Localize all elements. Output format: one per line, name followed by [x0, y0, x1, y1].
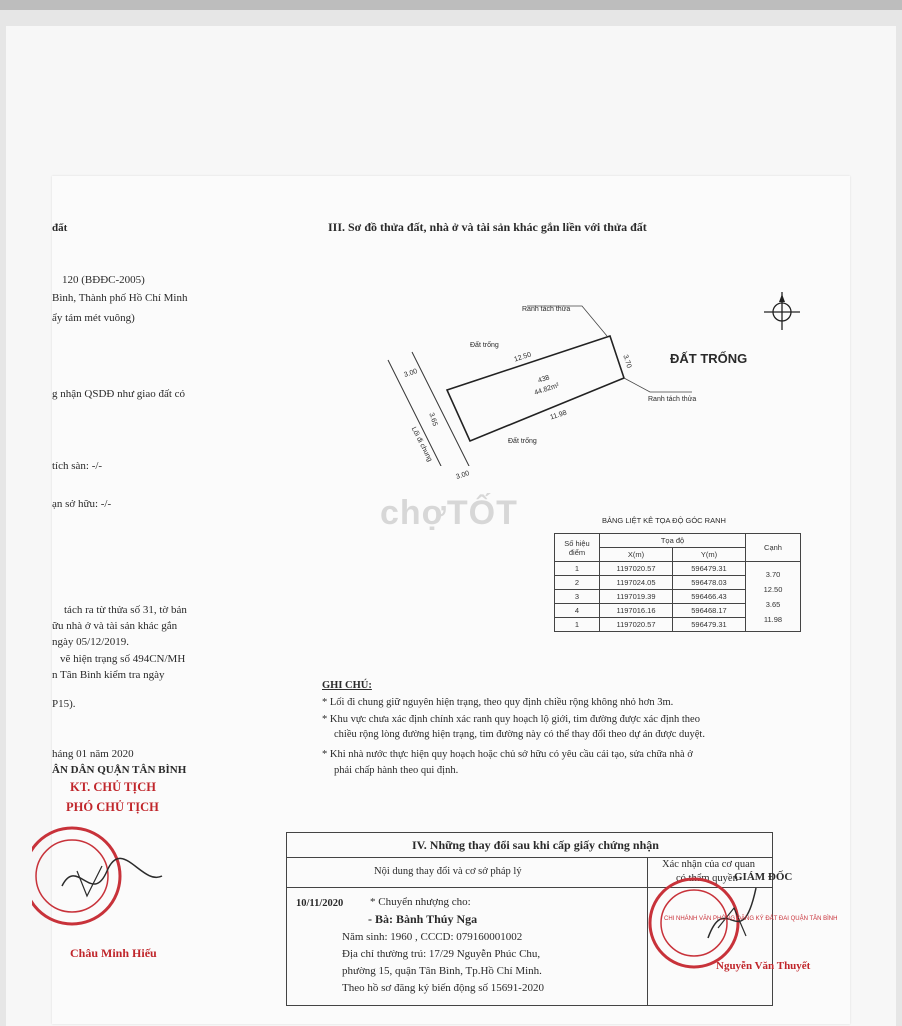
col-confirm-header: Xác nhận của cơ quan: [662, 859, 756, 870]
ranh-tach-thua-top: Ranh tách thửa: [522, 306, 571, 313]
chotot-watermark: chợTỐT: [380, 494, 518, 532]
map-ref: 120 (BĐĐC-2005): [62, 274, 145, 286]
note-line-4: vẽ hiện trạng số 494CN/MH: [60, 653, 186, 665]
th-so-hieu: Số hiệu điểm: [555, 534, 600, 562]
note-item: * Khu vực chưa xác định chính xác ranh quy hoạch lộ giới, tim đường được xác định theo: [322, 714, 700, 725]
dat-trong-big: ĐẤT TRỐNG: [670, 351, 748, 366]
edge-3-70: 3.70: [621, 353, 633, 370]
cell-x: 1197016.16: [600, 604, 673, 618]
top-strip: [0, 0, 902, 10]
note-item: phải chấp hành theo qui định.: [334, 765, 459, 776]
left-heading: đất: [52, 222, 68, 234]
giam-doc-title: GIÁM ĐỐC: [734, 871, 793, 883]
signer-name-right: Nguyễn Văn Thuyết: [716, 960, 811, 972]
cell-pt: 2: [555, 576, 600, 590]
note-line-5: n Tân Bình kiểm tra ngày: [52, 669, 165, 681]
change-line: - Bà: Bành Thúy Nga: [368, 912, 478, 926]
ranh-tach-thua-right: Ranh tách thửa: [648, 396, 697, 403]
note-line-2: ữu nhà ở và tài sản khác gắn: [52, 620, 178, 632]
cell-x: 1197020.57: [600, 618, 673, 632]
th-canh: Cạnh: [746, 534, 801, 562]
kt-chu-tich: KT. CHỦ TỊCH: [70, 780, 157, 794]
note-item: * Lối đi chung giữ nguyên hiện trạng, theo quy định chiều rộng không nhỏ hơn 3m.: [322, 697, 674, 708]
floor-area-text: tích sàn: -/-: [52, 460, 103, 472]
change-line: phường 15, quận Tân Bình, Tp.Hồ Chí Minh.: [342, 965, 542, 977]
edge-12-50: 12.50: [513, 351, 533, 364]
change-date: 10/11/2020: [296, 898, 344, 909]
edge-value: 12.50: [763, 585, 783, 594]
area-words: ẩy tám mét vuông): [52, 312, 135, 324]
committee-name: ÂN DÂN QUẬN TÂN BÌNH: [52, 764, 187, 776]
edge-11-98: 11.98: [549, 409, 568, 422]
signer-name-left: Châu Minh Hiếu: [70, 946, 157, 960]
coord-table-title: BẢNG LIỆT KÊ TỌA ĐỘ GÓC RANH: [602, 516, 726, 525]
section4-title: IV. Những thay đổi sau khi cấp giấy chứng nhận: [412, 838, 659, 852]
loi-di-chung-label: Lối đi chung: [409, 426, 434, 463]
th-x: X(m): [600, 548, 673, 562]
parcel-number: 438: [537, 374, 551, 385]
p15-text: P15).: [52, 698, 76, 710]
stamp-text: CHI NHÁNH VĂN PHÒNG ĐĂNG KÝ ĐẤT ĐAI QUẬN TÂN BÌNH: [664, 916, 838, 922]
parcel-diagram: [352, 286, 832, 466]
cell-pt: 1: [555, 562, 600, 576]
th-toa-do: Tọa độ: [600, 534, 746, 548]
cell-pt: 3: [555, 590, 600, 604]
dat-trong-top: Đất trống: [470, 342, 499, 349]
note-line-3: ngày 05/12/2019.: [52, 636, 129, 648]
section3-title: III. Sơ đồ thửa đất, nhà ở và tài sản khác gắn liền với thửa đất: [328, 220, 647, 234]
pho-chu-tich: PHÓ CHỦ TỊCH: [66, 800, 159, 814]
change-line: Địa chỉ thường trú: 17/29 Nguyễn Phúc Chu,: [342, 948, 541, 960]
cell-edges: [746, 562, 801, 632]
col-content-header: Nội dung thay đổi và cơ sở pháp lý: [374, 866, 522, 877]
cell-pt: 4: [555, 604, 600, 618]
qsdd-text: g nhận QSDĐ như giao đất có: [52, 388, 186, 400]
issue-date: háng 01 năm 2020: [52, 748, 134, 760]
th-y: Y(m): [673, 548, 746, 562]
edge-value: 3.70: [765, 570, 781, 579]
change-line: Theo hồ sơ đăng ký biến động số 15691-2020: [342, 982, 544, 994]
cell-x: 1197020.57: [600, 562, 673, 576]
table-row: [555, 562, 801, 576]
ownership-term-text: ạn sở hữu: -/-: [52, 498, 112, 510]
red-seal-left: [32, 816, 172, 956]
cell-x: 1197019.39: [600, 590, 673, 604]
change-line: * Chuyển nhượng cho:: [370, 896, 471, 908]
edge-3-65: 3.65: [427, 411, 439, 428]
cell-x: 1197024.05: [600, 576, 673, 590]
note-item: * Khi nhà nước thực hiện quy hoạch hoặc chủ sở hữu có yêu cầu cải tạo, sửa chữa nhà ở: [322, 749, 693, 760]
note-item: chiều rộng lòng đường hiện trạng, tim đường này có thể thay đổi theo dự án được duyệt.: [334, 729, 705, 740]
parcel-area: 44.82m²: [533, 382, 561, 397]
cell-y: 596479.31: [673, 618, 746, 632]
notes-heading: GHI CHÚ:: [322, 680, 372, 691]
dat-trong-bottom: Đất trống: [508, 438, 537, 445]
edge-value: 11.98: [763, 615, 783, 624]
note-line-1: tách ra từ thửa số 31, tờ bản: [64, 604, 187, 616]
coord-table: [554, 533, 801, 632]
land-certificate-document: [52, 176, 850, 1024]
road-width-bottom: 3.00: [455, 470, 471, 481]
edge-value: 3.65: [765, 600, 781, 609]
cell-y: 596468.17: [673, 604, 746, 618]
address-text: Bình, Thành phố Hồ Chí Minh: [52, 292, 188, 304]
road-width-top: 3.00: [403, 368, 419, 379]
col-confirm-header-2: có thẩm quyền: [676, 873, 738, 884]
cell-pt: 1: [555, 618, 600, 632]
cell-y: 596479.31: [673, 562, 746, 576]
change-line: Năm sinh: 1960 , CCCD: 079160001002: [342, 931, 523, 943]
cell-y: 596478.03: [673, 576, 746, 590]
cell-y: 596466.43: [673, 590, 746, 604]
